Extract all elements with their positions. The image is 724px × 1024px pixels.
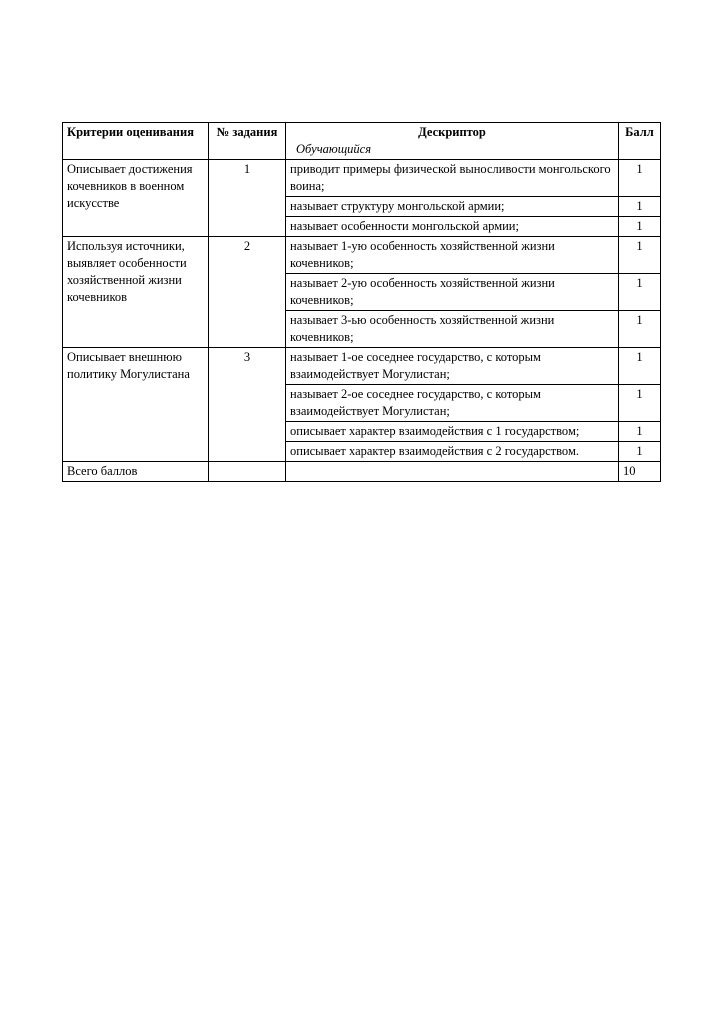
- descriptor-cell: называет 1-ую особенность хозяйственной жизни кочевников;: [286, 237, 619, 274]
- criteria-cell: Описывает внешнюю политику Могулистана: [63, 348, 209, 462]
- score-cell: 1: [619, 311, 661, 348]
- descriptor-cell: описывает характер взаимодействия с 1 государством;: [286, 422, 619, 442]
- descriptor-cell: описывает характер взаимодействия с 2 государством.: [286, 442, 619, 462]
- score-cell: 1: [619, 385, 661, 422]
- total-score: 10: [619, 462, 661, 482]
- criteria-cell: Описывает достижения кочевников в военном искусстве: [63, 160, 209, 237]
- descriptor-cell: называет особенности монгольской армии;: [286, 217, 619, 237]
- header-row: [63, 123, 661, 160]
- score-cell: 1: [619, 348, 661, 385]
- assessment-rubric-table: [62, 122, 661, 482]
- score-cell: 1: [619, 197, 661, 217]
- score-cell: 1: [619, 237, 661, 274]
- score-cell: 1: [619, 422, 661, 442]
- header-score: Балл: [619, 123, 661, 160]
- table-row: [63, 237, 661, 274]
- table-row: [63, 160, 661, 197]
- score-cell: 1: [619, 160, 661, 197]
- total-empty-cell: [209, 462, 286, 482]
- total-empty-cell: [286, 462, 619, 482]
- descriptor-cell: называет 2-ое соседнее государство, с которым взаимодействует Могулистан;: [286, 385, 619, 422]
- task-number-cell: 3: [209, 348, 286, 462]
- total-label: Всего баллов: [63, 462, 209, 482]
- descriptor-cell: называет 1-ое соседнее государство, с которым взаимодействует Могулистан;: [286, 348, 619, 385]
- task-number-cell: 2: [209, 237, 286, 348]
- score-cell: 1: [619, 442, 661, 462]
- descriptor-cell: называет структуру монгольской армии;: [286, 197, 619, 217]
- total-row: [63, 462, 661, 482]
- descriptor-cell: называет 2-ую особенность хозяйственной жизни кочевников;: [286, 274, 619, 311]
- score-cell: 1: [619, 217, 661, 237]
- header-task-no: № задания: [209, 123, 286, 160]
- header-descriptor-title: Дескриптор: [418, 125, 486, 139]
- score-cell: 1: [619, 274, 661, 311]
- task-number-cell: 1: [209, 160, 286, 237]
- header-criteria: Критерии оценивания: [63, 123, 209, 160]
- criteria-cell: Используя источники, выявляет особенности хозяйственной жизни кочевников: [63, 237, 209, 348]
- header-descriptor: [286, 123, 619, 160]
- header-descriptor-subtitle: Обучающийся: [296, 142, 372, 156]
- descriptor-cell: приводит примеры физической выносливости монгольского воина;: [286, 160, 619, 197]
- table-row: [63, 348, 661, 385]
- descriptor-cell: называет 3-ью особенность хозяйственной жизни кочевников;: [286, 311, 619, 348]
